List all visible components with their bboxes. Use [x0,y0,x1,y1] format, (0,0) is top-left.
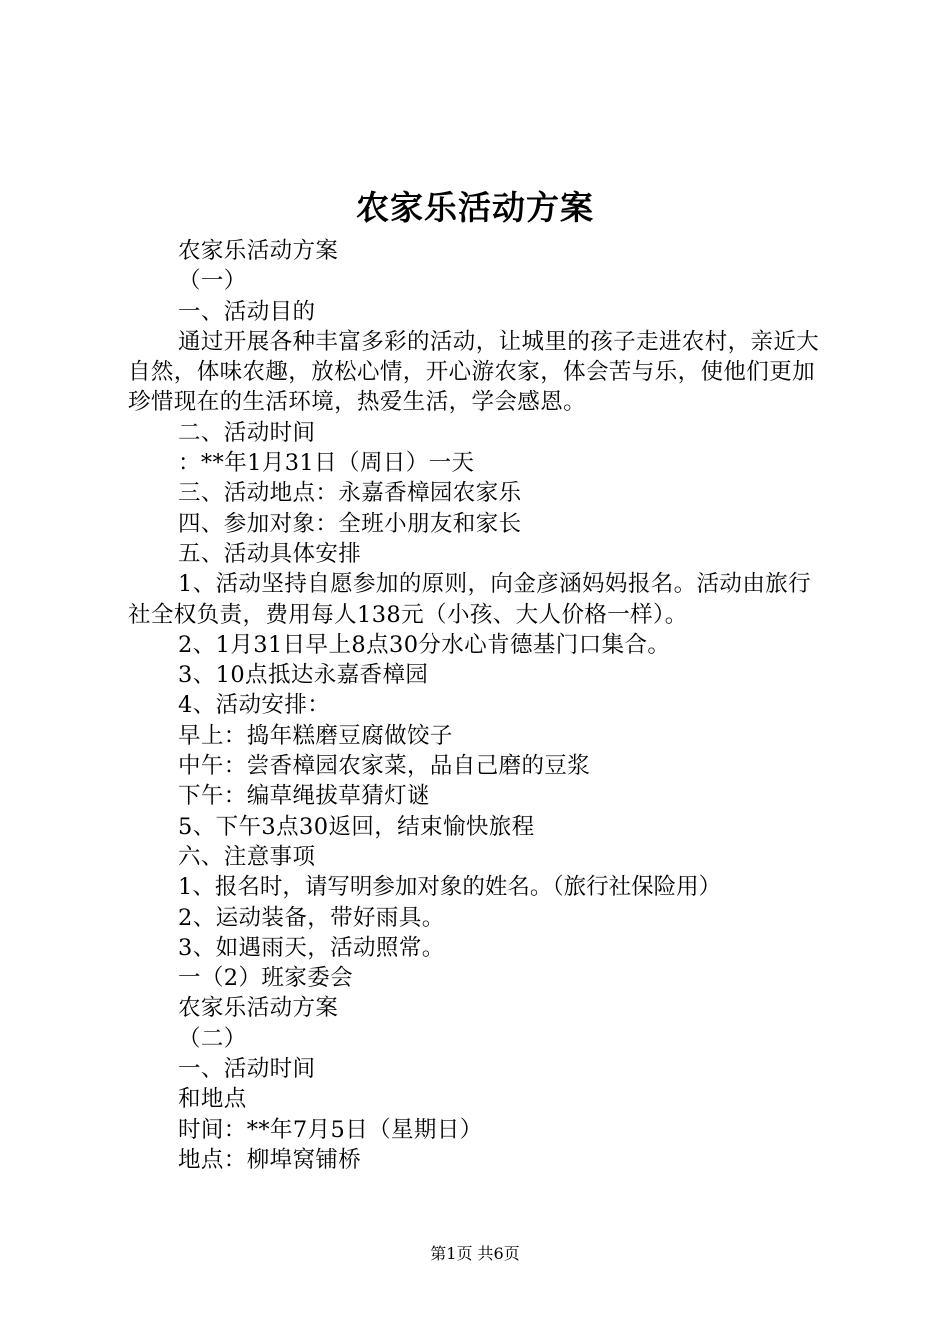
paragraph: 4、活动安排： [178,692,331,719]
paragraph: 五、活动具体安排 [178,540,362,567]
paragraph: 地点：柳埠窝铺桥 [178,1146,362,1173]
paragraph: 2、运动装备，带好雨具。 [178,904,445,931]
paragraph: 一、活动时间 [178,1056,316,1083]
paragraph: （一） [178,268,247,295]
paragraph: ：**年1月31日（周日）一天 [178,450,475,477]
paragraph: 下午：编草绳拔草猜灯谜 [178,783,430,810]
paragraph: 3、10点抵达永嘉香樟园 [178,662,429,689]
paragraph: 2、1月31日早上8点30分水心肯德基门口集合。 [178,631,671,658]
paragraph: 中午：尝香樟园农家菜，品自己磨的豆浆 [178,753,591,780]
paragraph: 农家乐活动方案 [178,995,339,1022]
paragraph: 四、参加对象：全班小朋友和家长 [178,510,522,537]
paragraph: 1、活动坚持自愿参加的原则，向金彦涵妈妈报名。活动由旅行社全权负责，费用每人138元（小孩、大人价格一样）。 [128,571,812,628]
document-title: 农家乐活动方案 [356,188,594,227]
paragraph: 三、活动地点：永嘉香樟园农家乐 [178,480,522,507]
paragraph: 5、下午3点30返回，结束愉快旅程 [178,813,535,840]
paragraph: 时间：**年7月5日（星期日） [178,1116,483,1143]
paragraph: 六、注意事项 [178,843,316,870]
paragraph: 3、如遇雨天，活动照常。 [178,934,445,961]
paragraph: 农家乐活动方案 [178,238,339,264]
page-footer: 第1页 共6页 [430,1244,520,1263]
paragraph: （二） [178,1025,247,1052]
paragraph: 一（2）班家委会 [178,965,354,992]
paragraph: 通过开展各种丰富多彩的活动，让城里的孩子走进农村，亲近大自然，体味农趣，放松心情，开心游农家，体会苦与乐，使他们更加珍惜现在的生活环境，热爱生活，学会感恩。 [128,328,820,416]
document-body [128,236,828,1175]
paragraph: 早上：捣年糕磨豆腐做饺子 [178,722,453,749]
paragraph: 二、活动时间 [178,419,316,446]
paragraph: 1、报名时，请写明参加对象的姓名。（旅行社保险用） [178,874,722,901]
paragraph: 和地点 [178,1086,247,1113]
paragraph: 一、活动目的 [178,298,316,325]
